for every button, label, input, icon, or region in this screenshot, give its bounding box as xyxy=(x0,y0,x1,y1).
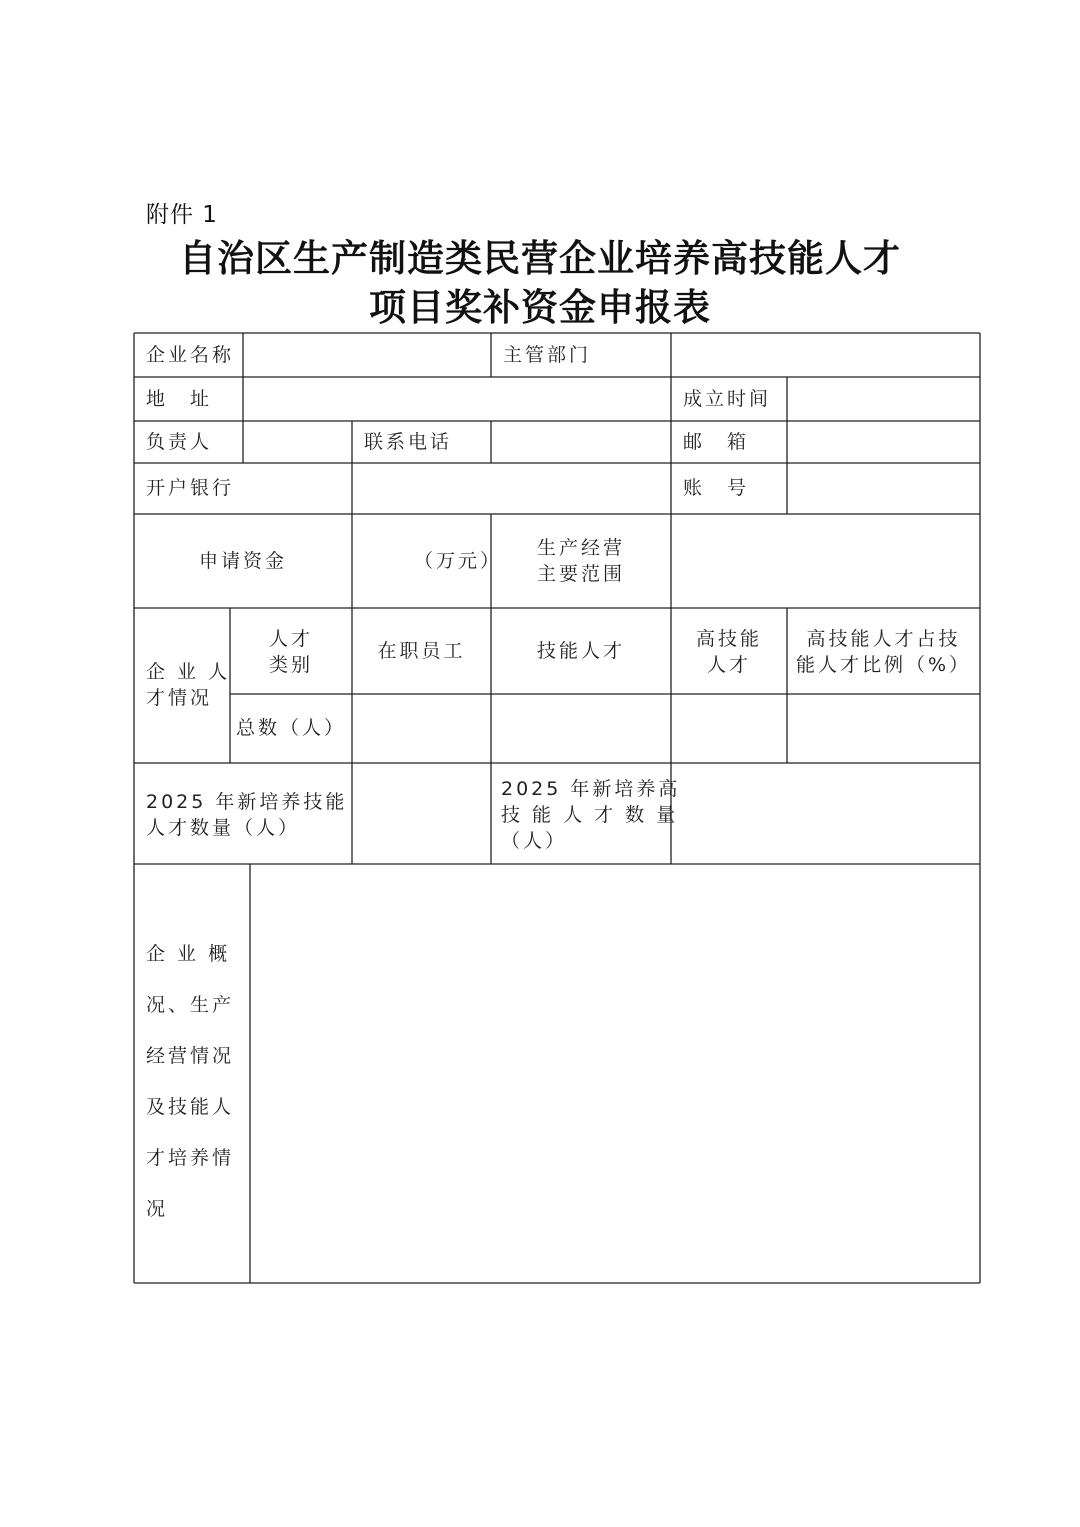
overview-label-line5: 才培养情 xyxy=(146,1147,235,1169)
new-high-skilled-label-line2: 技 能 人 才 数 量 xyxy=(501,804,679,826)
form-title-line2: 项目奖补资金申报表 xyxy=(369,285,711,329)
ratio-label-line1: 高技能人才占技 xyxy=(806,628,961,650)
form-title-line1: 自治区生产制造类民营企业培养高技能人才 xyxy=(179,236,901,280)
high-skilled-label-line1: 高技能 xyxy=(695,628,762,650)
new-high-skilled-label-line1: 2025 年新培养高 xyxy=(501,778,681,800)
bank-label: 开户银行 xyxy=(146,477,235,499)
new-high-skilled-label-line3: （人） xyxy=(501,830,568,852)
unit-wan-label: （万元） xyxy=(414,550,503,572)
overview-label-line1: 企 业 概 xyxy=(146,943,231,965)
person-in-charge-label: 负责人 xyxy=(146,431,213,453)
overview-label-line2: 况、生产 xyxy=(146,994,235,1016)
employees-label: 在职员工 xyxy=(377,640,466,662)
new-skilled-label-line1: 2025 年新培养技能 xyxy=(146,791,348,813)
overview-label-line4: 及技能人 xyxy=(146,1096,235,1118)
email-label: 邮 箱 xyxy=(683,431,750,453)
scope-label-line1: 生产经营 xyxy=(536,537,625,559)
category-label-line2: 类别 xyxy=(268,654,313,676)
overview-label-line3: 经营情况 xyxy=(146,1045,235,1067)
talent-group-label-line2: 才情况 xyxy=(146,687,213,709)
founded-time-label: 成立时间 xyxy=(683,388,772,410)
overview-label-line6: 况 xyxy=(146,1198,169,1220)
company-name-label: 企业名称 xyxy=(146,344,235,366)
high-skilled-label-line2: 人才 xyxy=(706,654,751,676)
apply-funds-label: 申请资金 xyxy=(198,550,287,572)
talent-group-label-line1: 企 业 人 xyxy=(146,661,231,683)
scope-label-line2: 主要范围 xyxy=(536,563,625,585)
skilled-talent-label: 技能人才 xyxy=(536,640,625,662)
total-label: 总数（人） xyxy=(235,717,346,739)
category-label-line1: 人才 xyxy=(268,628,313,650)
new-skilled-label-line2: 人才数量（人） xyxy=(146,817,301,839)
ratio-label-line2: 能人才比例（%） xyxy=(795,654,972,676)
address-label: 地 址 xyxy=(146,388,213,410)
attachment-label: 附件 1 xyxy=(146,202,218,228)
account-label: 账 号 xyxy=(683,477,750,499)
supervisor-dept-label: 主管部门 xyxy=(503,344,592,366)
contact-phone-label: 联系电话 xyxy=(364,431,453,453)
